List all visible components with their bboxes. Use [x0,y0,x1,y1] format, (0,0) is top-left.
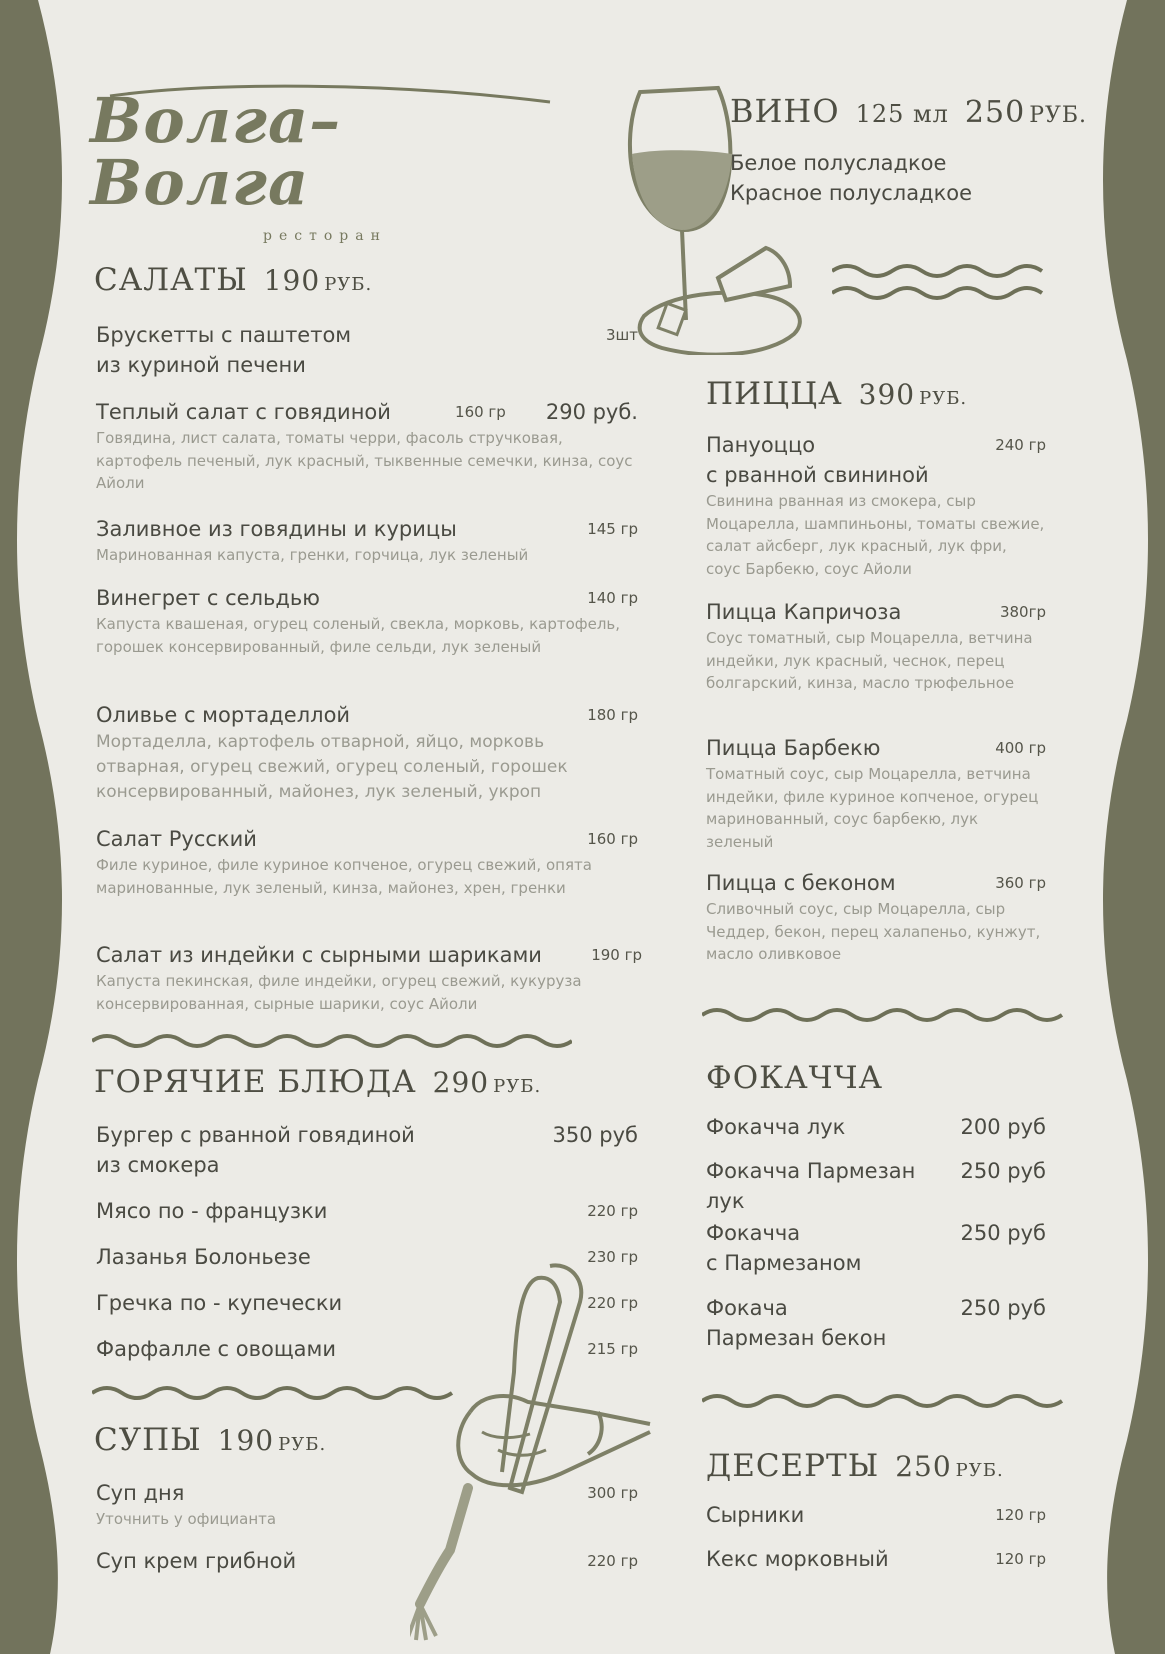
menu-item: Фарфалле с овощами 215 гр [96,1337,638,1361]
logo-title: Волга–Волга [90,84,342,219]
menu-item: Винегрет с сельдью 140 гр Капуста квашеная, огурец соленый, свекла, морковь, картофель, горошек консервированный, филе сельди, лук зеленый [96,586,638,656]
section-title-pizza: ПИЦЦА 390 РУБ. [706,376,968,412]
menu-item: Пануоццо 240 гр с рванной свининой Свинина рванная из смокера, сыр Моцарелла, шампиньоны, томаты свежие, салат айсберг, лук красный, лук фри, соус Барбекю, соус Айоли [706,433,1046,578]
menu-item: Пицца Барбекю 400 гр Томатный соус, сыр Моцарелла, ветчина индейки, филе куриное копченое, огурец маринованный, соус барбекю, лук зеленый [706,736,1046,851]
logo-swash [90,84,560,114]
menu-item: Фокачча Пармезан 250 руб лук [706,1159,1046,1213]
menu-item: Лазанья Болоньезе 230 гр [96,1245,638,1269]
menu-item: Оливье с мортаделлой 180 гр Мортаделла, картофель отварной, яйцо, морковь отварная, огурец свежий, огурец соленый, горошек консервированный, майонез, лук зеленый, укроп [96,703,638,802]
menu-item: Салат из индейки с сырными шариками 190 гр Капуста пекинская, филе индейки, огурец свежий, кукуруза консервированная, сырные шарики, соус Айоли [96,943,642,1013]
restaurant-logo [90,84,560,244]
menu-item: Салат Русский 160 гр Филе куриное, филе куриное копченое, огурец свежий, опята маринованные, лук зеленый, кинза, майонез, хрен, гренки [96,827,638,897]
wave-divider [702,1004,1072,1026]
wine-item: Белое полусладкое [730,151,947,175]
menu-item: Пицца с беконом 360 гр Сливочный соус, сыр Моцарелла, сыр Чеддер, бекон, перец халапеньо, кунжут, масло оливковое [706,871,1046,963]
menu-item: Мясо по - французки 220 гр [96,1199,638,1223]
hand-fork-icon [410,1262,700,1642]
section-title-focaccia: ФОКАЧЧА [706,1060,884,1096]
section-title-desserts: ДЕСЕРТЫ 250 РУБ. [706,1448,1004,1484]
menu-item: Заливное из говядины и курицы 145 гр Маринованная капуста, гренки, горчица, лук зеленый [96,517,638,564]
wave-divider [92,1030,572,1052]
menu-item: Кекс морковный 120 гр [706,1547,1046,1571]
menu-item: Фокача 250 руб Пармезан бекон [706,1296,1046,1350]
menu-item: Фокачча лук 200 руб [706,1115,1046,1139]
menu-item: Суп крем грибной 220 гр [96,1549,638,1573]
section-title-salads: САЛАТЫ 190 РУБ. [94,262,373,298]
logo-subtitle: ресторан [263,228,387,244]
wave-divider [92,1382,462,1404]
wave-divider [702,1390,1072,1412]
section-title-hot: ГОРЯЧИЕ БЛЮДА 290 РУБ. [94,1064,542,1100]
menu-item: Суп дня 300 гр Уточнить у официанта [96,1481,638,1528]
menu-item: Бургер с рванной говядиной 350 руб из смокера [96,1123,638,1177]
wine-list [730,148,1070,208]
wave-divider [832,260,1052,304]
section-title-wine: ВИНО 125 мл 250 РУБ. [730,92,1088,130]
menu-item: Гречка по - купечески 220 гр [96,1291,638,1315]
menu-item: Фокачча 250 руб с Пармезаном [706,1221,1046,1275]
menu-item: Пицца Капричоза 380гр Соус томатный, сыр Моцарелла, ветчина индейки, лук красный, чеснок, перец болгарский, кинза, масло трюфельное [706,600,1046,692]
menu-item: Теплый салат с говядиной 160 гр 290 руб. Говядина, лист салата, томаты черри, фасоль стручковая, картофель печеный, лук красный, тыквенные семечки, кинза, соус Айоли [96,400,638,492]
section-title-soups: СУПЫ 190 РУБ. [94,1422,327,1458]
menu-item: Брускетты с паштетом 3шт из куриной печени [96,323,638,377]
menu-item: Сырники 120 гр [706,1503,1046,1527]
wine-item: Красное полусладкое [730,181,973,205]
